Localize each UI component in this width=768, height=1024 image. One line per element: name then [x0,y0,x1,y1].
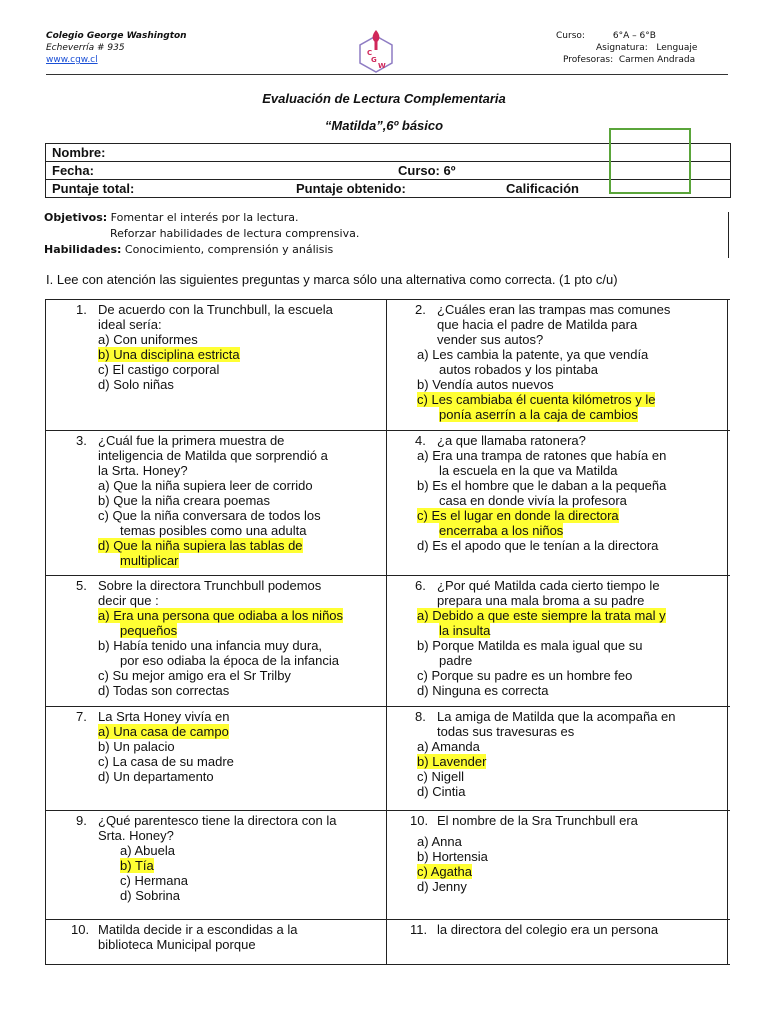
option-letter: d) [98,683,110,698]
option-wrap [417,538,658,553]
question-text: Matilda decide ir a escondidas a la [98,922,298,937]
option-letter: c) [98,668,109,683]
question-cell [46,576,387,706]
question-text: ¿Por qué Matilda cada cierto tiempo le [437,578,660,593]
option-text: Un palacio [113,739,175,754]
option-text: la escuela en la que va Matilda [439,463,618,478]
option-text: encerraba a los niños [439,523,564,538]
option-wrap [439,493,627,508]
option-wrap [98,377,174,392]
option-wrap [98,362,219,377]
option-text: Que la niña creara poemas [113,493,270,508]
question-text: ¿Qué parentesco tiene la directora con la [98,813,337,828]
option-text: padre [439,653,473,668]
option-text: multiplicar [120,553,179,568]
answer-option[interactable] [46,683,386,698]
curso-label: Curso: [556,31,585,41]
school-name: Colegio George Washington [46,31,187,41]
question-text-line [46,302,386,317]
answer-option[interactable] [387,739,727,754]
option-wrap [439,463,618,478]
logo-candle [375,42,378,50]
profesoras-value: Carmen Andrada [618,55,696,65]
question-row [46,707,730,811]
option-letter: c) [120,873,131,888]
option-letter: c) [417,392,428,407]
answer-option[interactable] [46,508,386,523]
option-text: Ninguna es correcta [432,683,549,698]
answer-option[interactable] [46,668,386,683]
answer-option[interactable] [387,784,727,799]
question-number: 6. [415,578,426,593]
question-text: Sobre la directora Trunchbull podemos [98,578,322,593]
questions-table [45,299,730,965]
option-letter: a) [417,448,429,463]
answer-option[interactable] [387,653,727,668]
answer-option[interactable] [46,478,386,493]
answer-option[interactable] [46,347,386,362]
objectives-block [44,210,728,260]
puntaje-obtenido-label: Puntaje obtenido: [296,181,406,196]
question-text-line [387,332,727,347]
option-text: Porque Matilda es mala igual que su [432,638,643,653]
question-text: ¿Cuál fue la primera muestra de [98,433,285,448]
option-letter: a) [98,478,110,493]
option-letter: c) [98,362,109,377]
objetivos-label: Objetivos: [44,211,108,224]
option-wrap [417,448,666,463]
nombre-label: Nombre: [52,145,106,160]
question-number: 11. [410,922,428,937]
option-wrap [120,858,154,873]
school-logo [356,28,396,74]
question-number: 5. [76,578,87,593]
question-number: 10. [410,813,429,828]
answer-option[interactable] [387,508,727,523]
option-letter: b) [98,638,110,653]
option-wrap [417,638,642,653]
answer-option[interactable] [46,523,386,538]
answer-option[interactable] [387,864,727,879]
answer-option[interactable] [387,538,727,553]
answer-option[interactable] [387,493,727,508]
option-text: El castigo corporal [112,362,220,377]
question-text-line [387,922,727,937]
option-letter: b) [417,754,429,769]
option-text: Jenny [432,879,467,894]
option-letter: c) [417,864,428,879]
option-text: Anna [431,834,462,849]
option-wrap [439,623,490,638]
option-wrap [98,347,240,362]
option-text: Nigell [431,769,464,784]
asignatura-label: Asignatura: [596,43,648,53]
option-letter: b) [417,377,429,392]
option-text: Que la niña supiera las tablas de [113,538,303,553]
habilidades-label: Habilidades: [44,243,122,256]
question-number: 4. [415,433,426,448]
question-text-line [387,724,727,739]
option-wrap [98,739,175,754]
option-wrap [98,683,229,698]
objetivo-2: Reforzar habilidades de lectura comprensiva. [110,227,360,240]
question-row [46,576,730,707]
answer-option[interactable] [387,377,727,392]
answer-option[interactable] [387,849,727,864]
option-wrap [98,754,234,769]
option-text: Solo niñas [113,377,174,392]
answer-option[interactable] [46,362,386,377]
question-number: 10. [71,922,90,937]
option-wrap [417,508,619,523]
option-letter: c) [98,508,109,523]
option-wrap [98,538,303,553]
school-header [46,30,187,66]
question-text: ¿a que llamaba ratonera? [437,433,586,448]
option-wrap [417,608,666,623]
option-letter: d) [98,538,110,553]
option-text: Hermana [134,873,188,888]
school-address: Echeverría # 935 [46,43,125,53]
option-wrap [439,523,563,538]
option-text: Agatha [430,864,472,879]
question-number: 1. [76,302,87,317]
question-row [46,431,730,576]
option-text: Había tenido una infancia muy dura, [113,638,323,653]
option-wrap [120,623,177,638]
question-text-line [387,302,727,317]
page-title: Evaluación de Lectura Complementaria [262,91,506,106]
option-wrap [417,834,462,849]
option-letter: c) [417,668,428,683]
option-text: Una disciplina estricta [113,347,240,362]
option-letter: a) [417,608,429,623]
answer-option[interactable] [46,538,386,553]
option-text: Es el apodo que le tenían a la directora [432,538,659,553]
answer-option[interactable] [387,754,727,769]
option-wrap [120,843,175,858]
question-text: biblioteca Municipal porque [98,937,256,952]
answer-option[interactable] [387,608,727,623]
question-cell [387,576,728,706]
option-letter: d) [417,683,429,698]
question-cell [46,920,387,964]
question-cell [387,707,728,810]
answer-option[interactable] [46,623,386,638]
logo-letter-w: W [378,62,386,70]
option-letter: b) [417,478,429,493]
question-cell [46,707,387,810]
answer-option[interactable] [387,879,727,894]
answer-option[interactable] [46,843,386,858]
question-cell [387,811,728,919]
option-wrap [98,769,214,784]
question-number: 9. [76,813,87,828]
school-website-link[interactable]: www.cgw.cl [46,55,98,65]
curso-value: 6°A – 6°B [612,31,656,41]
option-text: Era una trampa de ratones que había en [432,448,667,463]
option-wrap [417,478,666,493]
answer-option[interactable] [387,478,727,493]
option-letter: b) [98,493,110,508]
answer-option[interactable] [46,608,386,623]
option-letter: b) [98,739,110,754]
question-text-line [387,433,727,448]
option-text: la insulta [439,623,491,638]
option-wrap [98,668,291,683]
option-wrap [120,653,339,668]
option-wrap [417,849,488,864]
option-text: Hortensia [432,849,488,864]
question-text-line [46,709,386,724]
option-letter: b) [120,858,132,873]
curso-field-label: Curso: 6º [398,163,456,178]
answer-option[interactable] [387,638,727,653]
answer-option[interactable] [387,668,727,683]
answer-option[interactable] [46,493,386,508]
option-wrap [417,668,632,683]
option-wrap [417,377,554,392]
option-letter: a) [98,724,110,739]
question-number: 7. [76,709,87,724]
question-text: El nombre de la Sra Trunchbull era [437,813,638,828]
option-wrap [120,888,180,903]
option-letter: a) [417,347,429,362]
option-letter: d) [98,377,110,392]
question-text-line [46,813,386,828]
answer-option[interactable] [46,888,386,903]
option-letter: b) [417,638,429,653]
question-text: La amiga de Matilda que la acompaña en [437,709,676,724]
answer-option[interactable] [387,523,727,538]
option-wrap [98,508,321,523]
answer-option[interactable] [46,873,386,888]
option-text: Es el lugar en donde la directora [431,508,619,523]
option-wrap [98,638,322,653]
question-text: De acuerdo con la Trunchbull, la escuela [98,302,333,317]
option-letter: b) [98,347,110,362]
question-cell [387,431,728,575]
option-wrap [120,553,179,568]
option-wrap [120,873,188,888]
option-letter: b) [417,849,429,864]
question-text-line [387,593,727,608]
option-text: Lavender [432,754,487,769]
option-text: Un departamento [113,769,214,784]
option-text: Les cambia la patente, ya que vendía [432,347,649,362]
answer-option[interactable] [387,448,727,463]
option-letter: a) [98,608,110,623]
answer-option[interactable] [46,553,386,568]
habilidades-text: Conocimiento, comprensión y análisis [124,243,334,256]
objectives-divider [728,212,729,258]
option-letter: d) [417,538,429,553]
objetivo-1: Fomentar el interés por la lectura. [110,211,299,224]
profesoras-label: Profesoras: [563,55,614,65]
option-letter: a) [98,332,110,347]
question-text: decir que : [98,593,159,608]
question-cell [46,300,387,430]
asignatura-value: Lenguaje [656,43,698,53]
question-text-line [387,317,727,332]
option-text: Cintia [432,784,466,799]
question-number: 3. [76,433,87,448]
option-letter: c) [417,769,428,784]
question-cell [387,300,728,430]
question-cell [46,431,387,575]
question-text: inteligencia de Matilda que sorprendió a [98,448,328,463]
question-cell [46,811,387,919]
option-letter: c) [98,754,109,769]
option-letter: d) [98,769,110,784]
option-wrap [98,478,313,493]
answer-option[interactable] [46,754,386,769]
question-text: la directora del colegio era un persona [437,922,659,937]
answer-option[interactable] [387,683,727,698]
logo-flame [373,30,380,43]
question-text-line [46,448,386,463]
question-text: ¿Cuáles eran las trampas mas comunes [437,302,671,317]
option-wrap [417,879,467,894]
page-subtitle: “Matilda”,6º básico [324,118,444,133]
question-text: vender sus autos? [437,332,544,347]
question-text-line [387,709,727,724]
question-text: La Srta Honey vivía en [98,709,230,724]
option-wrap [417,754,486,769]
option-text: Tía [134,858,154,873]
question-row [46,300,730,431]
question-text-line [46,433,386,448]
question-row [46,811,730,920]
option-wrap [98,724,229,739]
option-text: Les cambiaba él cuenta kilómetros y le [431,392,656,407]
option-wrap [417,769,464,784]
question-text-line [46,937,386,952]
answer-option[interactable] [387,362,727,377]
option-text: Amanda [431,739,480,754]
puntaje-total-label: Puntaje total: [52,181,135,196]
fecha-label: Fecha: [52,163,94,178]
option-wrap [417,392,655,407]
option-wrap [417,683,549,698]
answer-option[interactable] [46,858,386,873]
option-text: Es el hombre que le daban a la pequeña [432,478,667,493]
question-text-line [46,593,386,608]
option-wrap [439,407,638,422]
answer-option[interactable] [46,769,386,784]
answer-option[interactable] [46,739,386,754]
question-text-line [387,813,727,828]
question-text: todas sus travesuras es [437,724,575,739]
option-wrap [417,864,472,879]
option-wrap [98,332,198,347]
header-divider [46,74,728,75]
option-text: autos robados y los pintaba [439,362,598,377]
option-wrap [417,739,480,754]
option-text: La casa de su madre [112,754,234,769]
option-text: Debido a que este siempre la trata mal y [432,608,666,623]
option-text: ponía aserrín a la caja de cambios [439,407,638,422]
option-letter: a) [417,834,429,849]
question-text: prepara una mala broma a su padre [437,593,645,608]
question-number: 2. [415,302,426,317]
course-info [556,30,697,66]
instructions: I. Lee con atención las siguientes preguntas y marca sólo una alternativa como correcta. (1 pto c/u) [46,272,618,287]
logo-letter-c: C [367,49,373,57]
answer-option[interactable] [387,392,727,407]
option-text: Era una persona que odiaba a los niños [113,608,344,623]
option-wrap [417,347,648,362]
option-wrap [98,493,270,508]
option-text: Todas son correctas [112,683,230,698]
question-row [46,920,730,965]
question-text-line [46,828,386,843]
logo-letter-g: G [371,56,377,64]
option-wrap [439,653,472,668]
answer-option[interactable] [46,724,386,739]
option-text: Que la niña conversara de todos los [112,508,321,523]
option-text: Vendía autos nuevos [432,377,554,392]
option-letter: c) [417,508,428,523]
option-text: Su mejor amigo era el Sr Trilby [112,668,291,683]
option-letter: d) [120,888,132,903]
grade-box [609,128,691,194]
question-number: 8. [415,709,426,724]
answer-option[interactable] [46,638,386,653]
answer-option[interactable] [387,347,727,362]
question-text-line [46,578,386,593]
question-text: la Srta. Honey? [98,463,188,478]
question-text: que hacia el padre de Matilda para [437,317,638,332]
option-text: temas posibles como una adulta [120,523,307,538]
question-text-line [46,317,386,332]
answer-option[interactable] [46,653,386,668]
option-letter: a) [417,739,429,754]
option-text: por eso odiaba la época de la infancia [120,653,339,668]
option-text: Que la niña supiera leer de corrido [113,478,313,493]
option-letter: a) [120,843,132,858]
calificacion-label: Calificación [506,181,579,196]
answer-option[interactable] [46,377,386,392]
option-text: Con uniformes [113,332,198,347]
answer-option[interactable] [387,769,727,784]
option-text: Sobrina [135,888,180,903]
question-text-line [46,463,386,478]
answer-option[interactable] [387,623,727,638]
question-text: ideal sería: [98,317,162,332]
answer-option[interactable] [46,332,386,347]
question-text: Srta. Honey? [98,828,174,843]
option-text: casa en donde vivía la profesora [439,493,627,508]
option-text: Abuela [134,843,175,858]
option-letter: d) [417,784,429,799]
answer-option[interactable] [387,463,727,478]
question-cell [387,920,728,964]
option-wrap [120,523,306,538]
option-wrap [98,608,343,623]
question-text-line [46,922,386,937]
question-text-line [387,578,727,593]
option-text: Porque su padre es un hombre feo [431,668,633,683]
option-wrap [439,362,598,377]
option-text: Una casa de campo [113,724,229,739]
option-text: pequeños [120,623,178,638]
option-wrap [417,784,465,799]
answer-option[interactable] [387,407,727,422]
option-letter: d) [417,879,429,894]
answer-option[interactable] [387,834,727,849]
